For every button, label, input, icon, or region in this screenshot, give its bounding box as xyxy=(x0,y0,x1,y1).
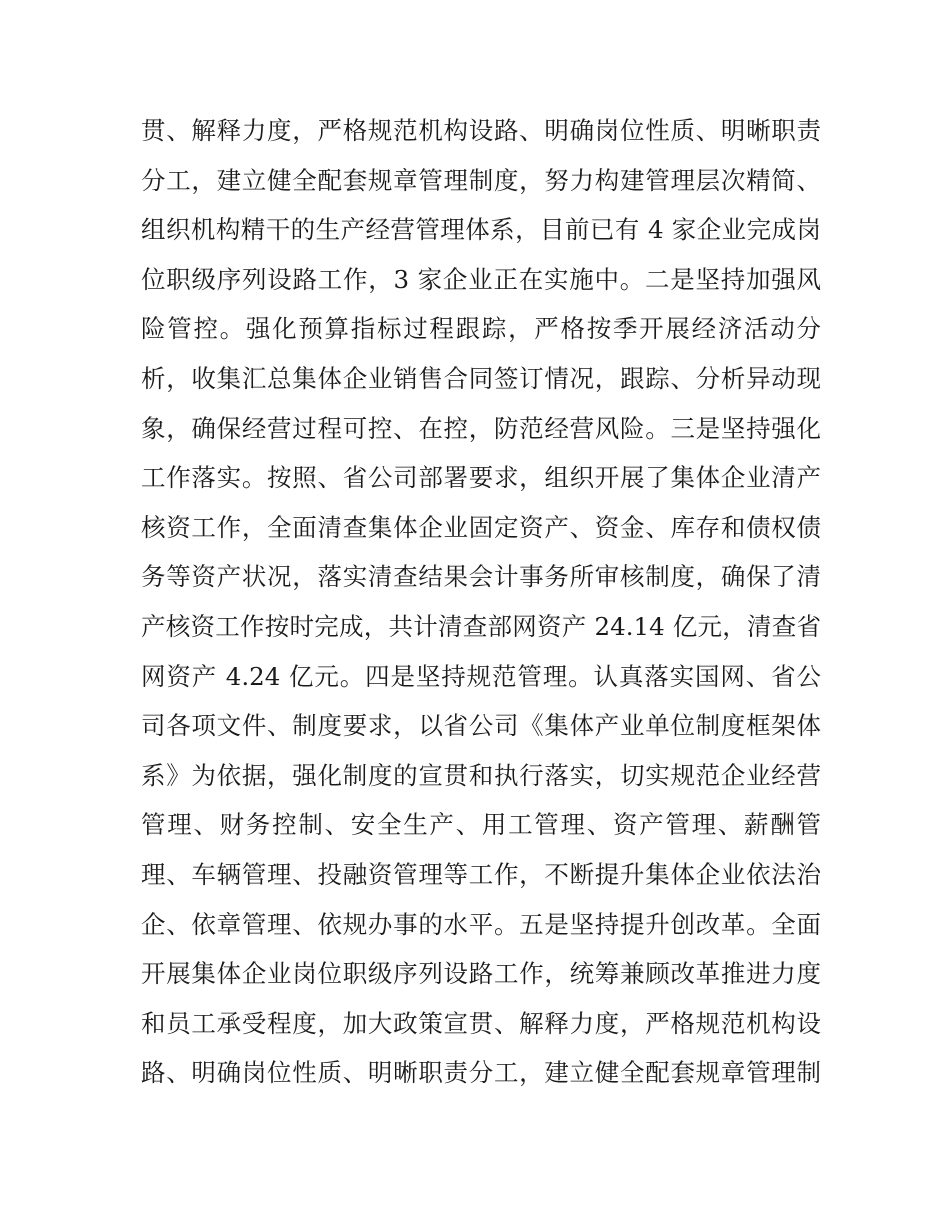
text-line: 核资工作，全面清查集体企业固定资产、资金、库存和债权债 xyxy=(141,512,821,542)
text-line: 分工，建立健全配套规章管理制度，努力构建管理层次精简、 xyxy=(141,165,821,195)
text-line: 网资产 4.24 亿元。四是坚持规范管理。认真落实国网、省公 xyxy=(141,661,821,691)
text-line: 司各项文件、制度要求，以省公司《集体产业单位制度框架体 xyxy=(141,711,821,741)
text-line: 险管控。强化预算指标过程跟踪，严格按季开展经济活动分 xyxy=(141,314,821,344)
text-line: 管理、财务控制、安全生产、用工管理、资产管理、薪酬管 xyxy=(141,810,821,840)
text-line: 组织机构精干的生产经营管理体系，目前已有 4 家企业完成岗 xyxy=(141,215,821,245)
text-line: 系》为依据，强化制度的宣贯和执行落实，切实规范企业经营 xyxy=(141,760,821,790)
text-line: 务等资产状况，落实清查结果会计事务所审核制度，确保了清 xyxy=(141,562,821,592)
body-paragraph xyxy=(141,106,821,1098)
text-line: 路、明确岗位性质、明晰职责分工，建立健全配套规章管理制 xyxy=(141,1058,821,1088)
text-line: 产核资工作按时完成，共计清查部网资产 24.14 亿元，清查省 xyxy=(141,611,821,641)
text-line: 理、车辆管理、投融资管理等工作，不断提升集体企业依法治 xyxy=(141,859,821,889)
text-line: 开展集体企业岗位职级序列设路工作，统筹兼顾改革推进力度 xyxy=(141,959,821,989)
text-line: 和员工承受程度，加大政策宣贯、解释力度，严格规范机构设 xyxy=(141,1008,821,1038)
text-line: 象，确保经营过程可控、在控，防范经营风险。三是坚持强化 xyxy=(141,413,821,443)
text-line: 析，收集汇总集体企业销售合同签订情况，跟踪、分析异动现 xyxy=(141,363,821,393)
text-line: 工作落实。按照、省公司部署要求，组织开展了集体企业清产 xyxy=(141,463,821,493)
text-line: 企、依章管理、依规办事的水平。五是坚持提升创改革。全面 xyxy=(141,909,821,939)
text-line: 位职级序列设路工作，3 家企业正在实施中。二是坚持加强风 xyxy=(141,264,821,294)
text-line: 贯、解释力度，严格规范机构设路、明确岗位性质、明晰职责 xyxy=(141,116,821,145)
